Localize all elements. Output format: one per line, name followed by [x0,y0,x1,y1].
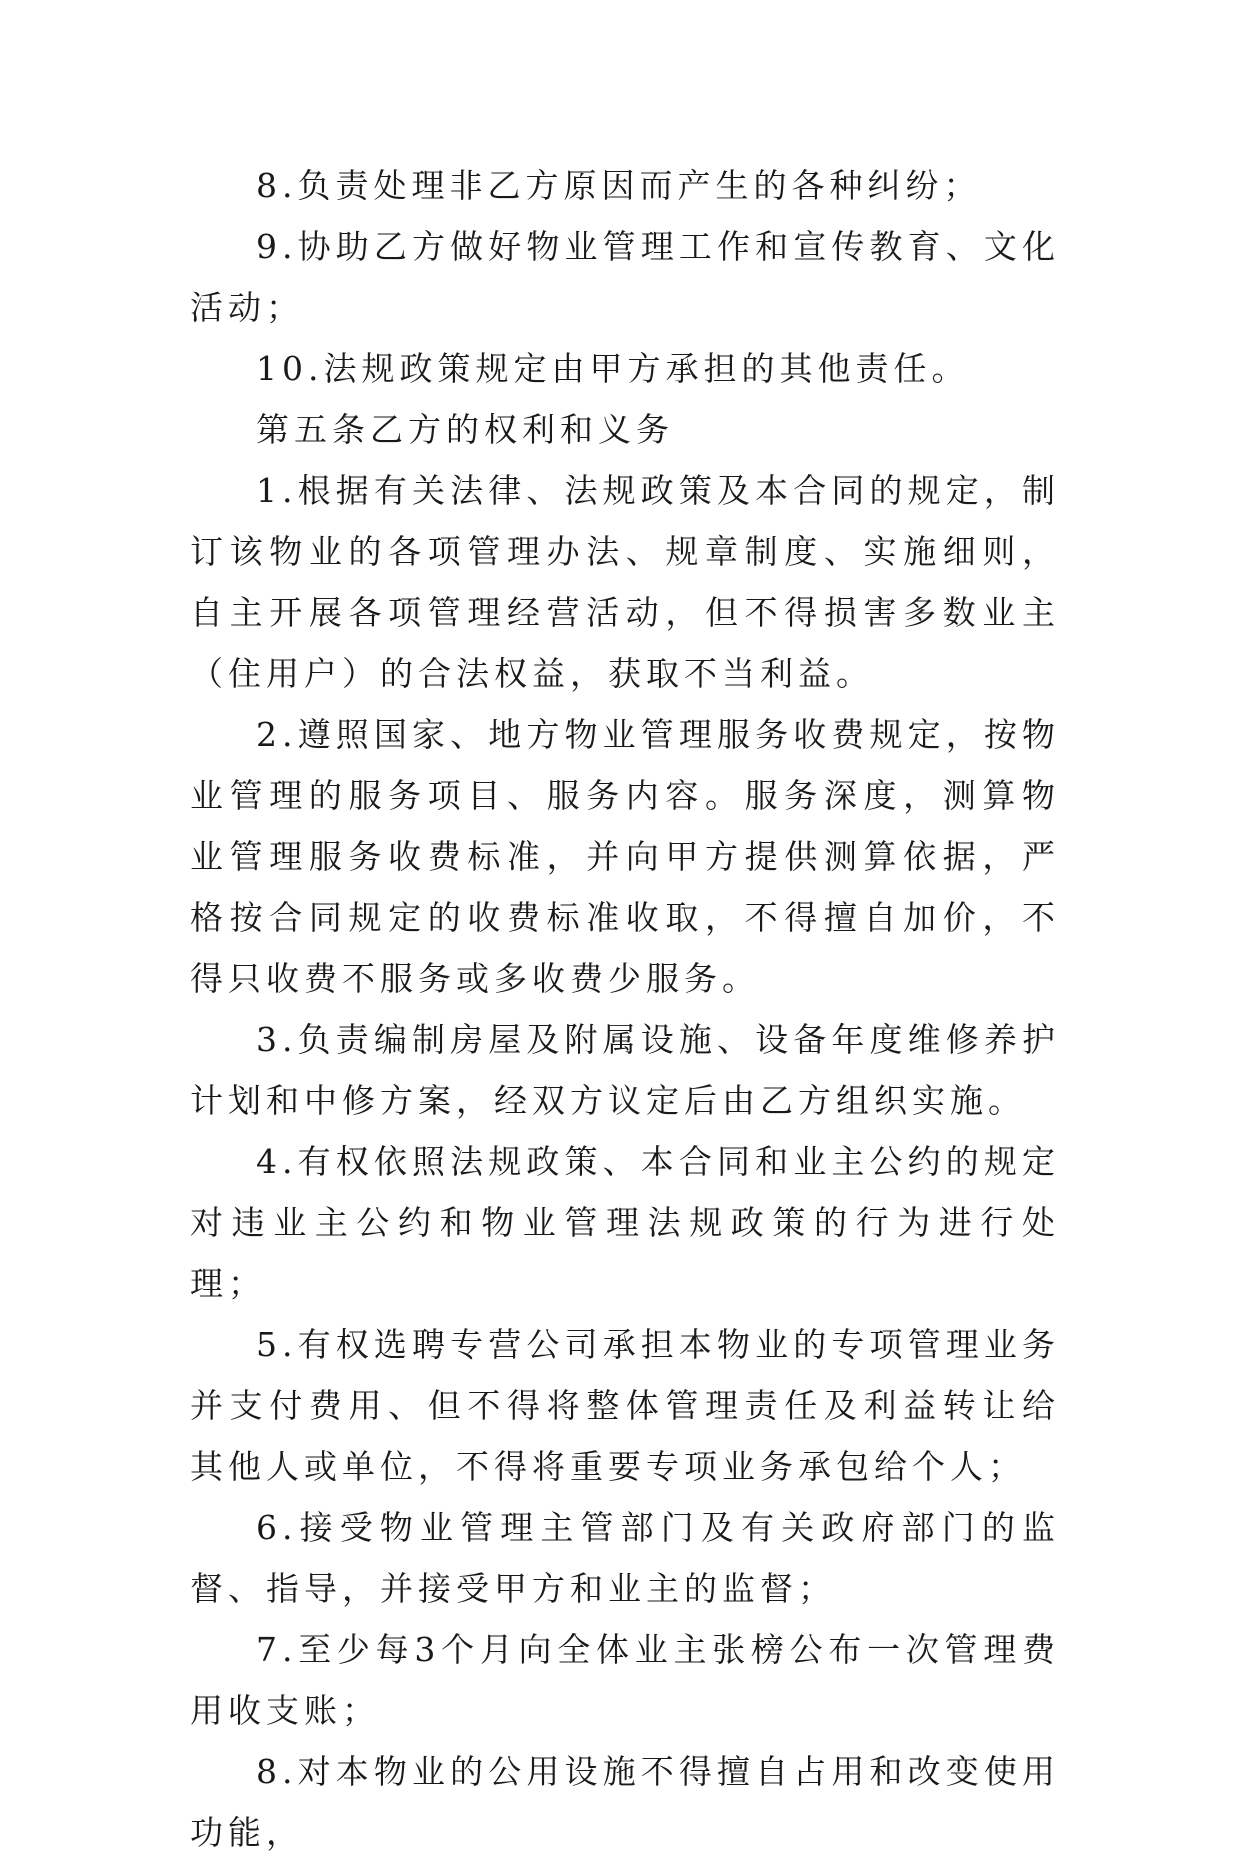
paragraph-item-10-other-duties: 10.法规政策规定由甲方承担的其他责任。 [256,349,970,388]
paragraph-item-1-regulations: 1.根据有关法律、法规政策及本合同的规定，制订该物业的各项管理办法、规章制度、实施细则，自主开展各项管理经营活动，但不得损害多数业主（住用户）的合法权益，获取不当利益。 [190,471,1060,693]
document-body [190,155,1060,1863]
paragraph-item-4-violations: 4.有权依照法规政策、本合同和业主公约的规定对违业主公约和物业管理法规政策的行为进行处理； [190,1142,1060,1303]
paragraph-item-7-accounts: 7.至少每3个月向全体业主张榜公布一次管理费用收支账； [190,1630,1060,1730]
section-heading-article-5: 第五条乙方的权利和义务 [256,410,674,449]
paragraph-item-3-maintenance-plan: 3.负责编制房屋及附属设施、设备年度维修养护计划和中修方案，经双方议定后由乙方组织实施。 [190,1020,1060,1120]
paragraph-item-2-fees: 2.遵照国家、地方物业管理服务收费规定，按物业管理的服务项目、服务内容。服务深度，测算物业管理服务收费标准，并向甲方提供测算依据，严格按合同规定的收费标准收取，不得擅自加价，不得只收费不服务或多收费少服务。 [190,715,1060,998]
paragraph-item-5-subcontract: 5.有权选聘专营公司承担本物业的专项管理业务并支付费用、但不得将整体管理责任及利益转让给其他人或单位，不得将重要专项业务承包给个人； [190,1325,1060,1486]
paragraph-item-8-disputes: 8.负责处理非乙方原因而产生的各种纠纷； [256,166,982,205]
paragraph-item-8-public-facilities: 8.对本物业的公用设施不得擅自占用和改变使用功能， [190,1752,1060,1852]
paragraph-item-9-assist: 9.协助乙方做好物业管理工作和宣传教育、文化活动； [190,227,1060,327]
paragraph-item-6-supervision: 6.接受物业管理主管部门及有关政府部门的监督、指导，并接受甲方和业主的监督； [190,1508,1060,1608]
